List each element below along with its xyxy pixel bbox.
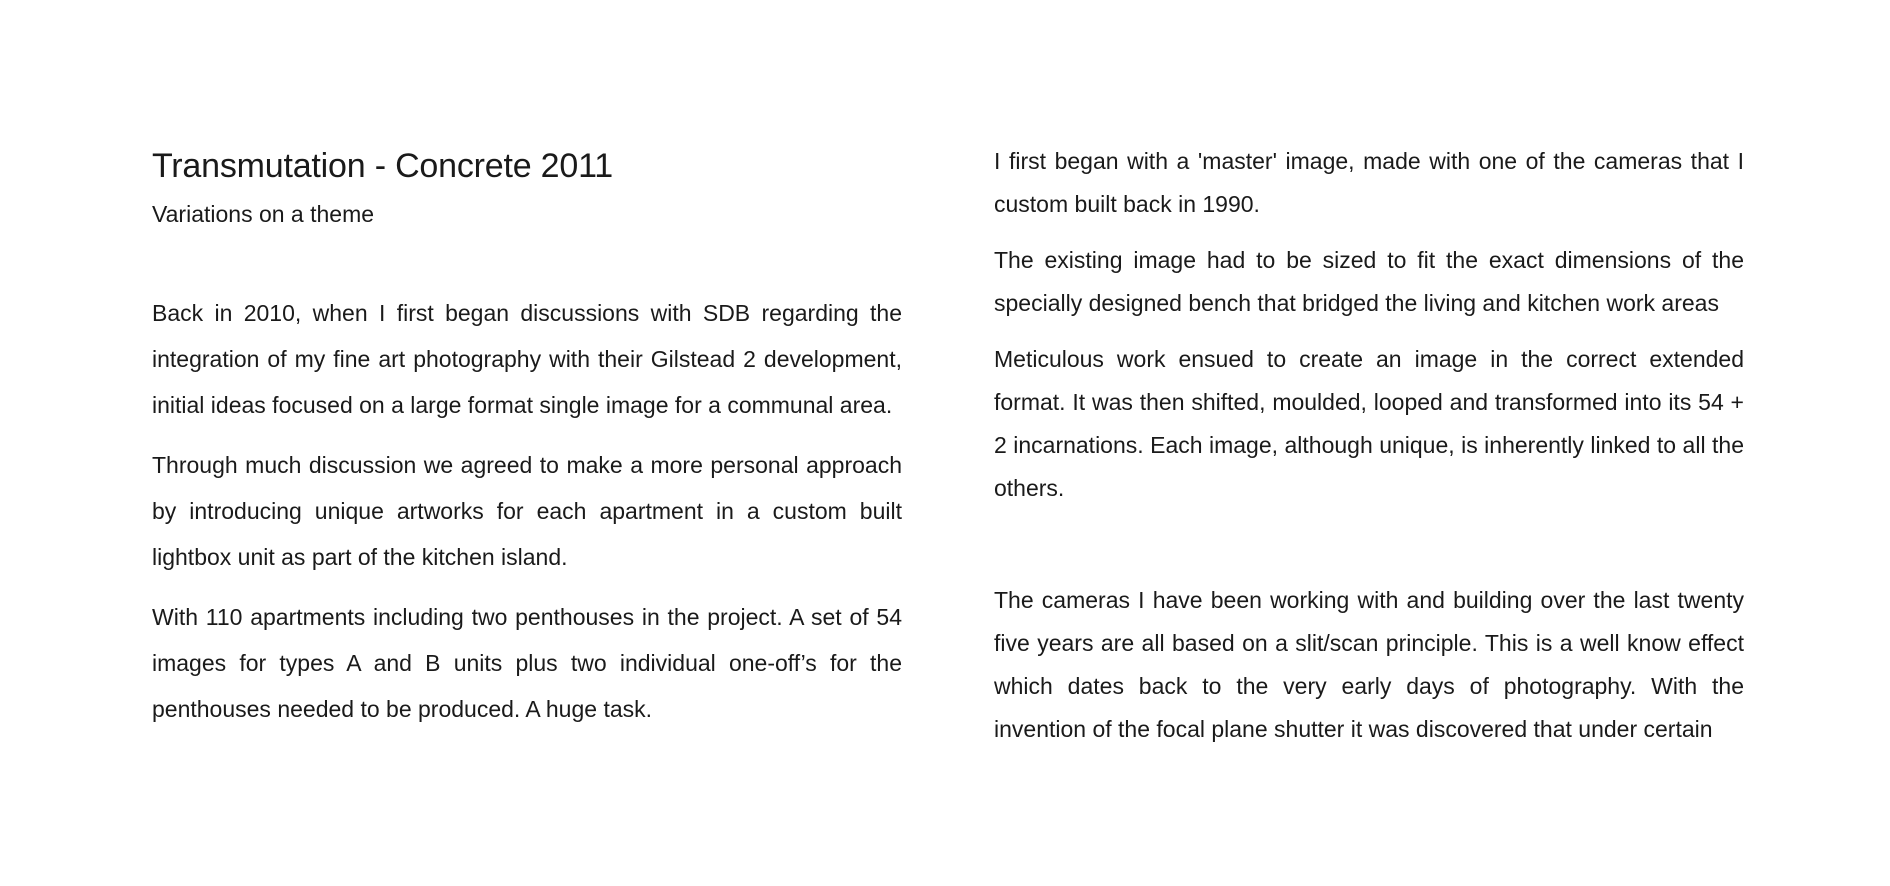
paragraph-sizing: The existing image had to be sized to fit the exact dimensions of the specially designed bench that bridged the living and kitchen work areas bbox=[994, 247, 1744, 316]
section-spacer bbox=[994, 523, 1744, 579]
paragraph-approach: Through much discussion we agreed to make a more personal approach by introducing unique artworks for each apartment in a custom built lightbox unit as part of the kitchen island. bbox=[152, 452, 902, 570]
paragraph-transformation: Meticulous work ensued to create an image in the correct extended format. It was then shifted, moulded, looped and transformed into its 54 + 2 incarnations. Each image, although unique, is inherently linked to all the others. bbox=[994, 346, 1744, 501]
paragraph-cameras: The cameras I have been working with and building over the last twenty five years are all based on a slit/scan principle. This is a well know effect which dates back to the very early days of photography. With the invention of the focal plane shutter it was discovered that under certain bbox=[994, 587, 1744, 742]
left-column bbox=[152, 138, 902, 746]
right-column bbox=[994, 140, 1744, 764]
section-spacer bbox=[152, 234, 902, 290]
paragraph-master-image: I first began with a 'master' image, made with one of the cameras that I custom built back in 1990. bbox=[994, 148, 1744, 217]
paragraph-scope: With 110 apartments including two penthouses in the project. A set of 54 images for types A and B units plus two individual one-off’s for the penthouses needed to be produced. A huge task. bbox=[152, 604, 902, 722]
page-title: Transmutation - Concrete 2011 bbox=[152, 147, 613, 185]
paragraph-intro: Back in 2010, when I first began discussions with SDB regarding the integration of my fine art photography with their Gilstead 2 development, initial ideas focused on a large format single image for a communal area. bbox=[152, 300, 902, 418]
page-subtitle: Variations on a theme bbox=[152, 201, 375, 227]
